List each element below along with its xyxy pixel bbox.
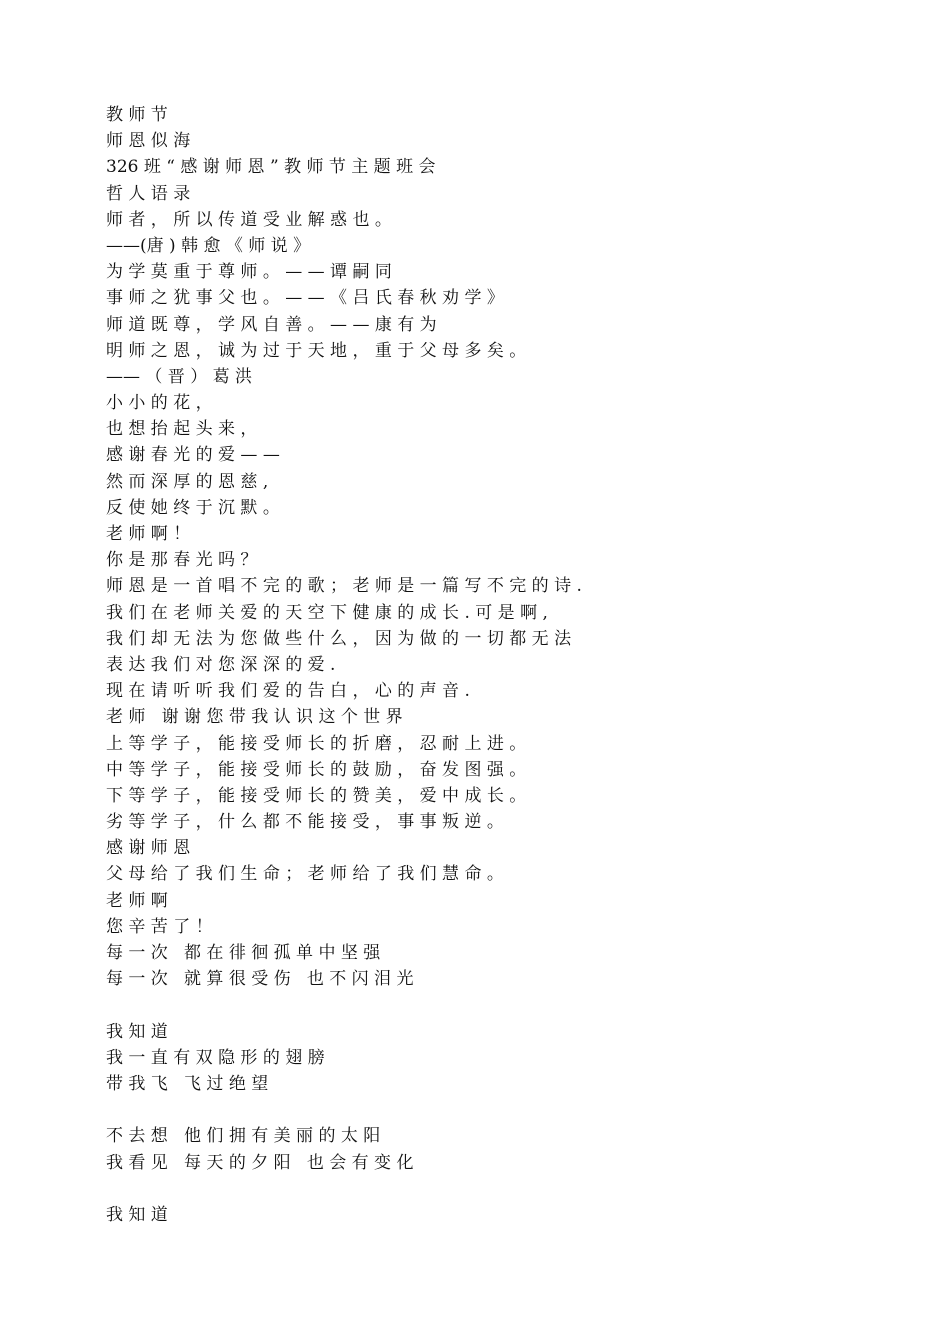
lyric-line: 我 知 道 — [106, 1204, 168, 1225]
paragraph-line: 表 达 我 们 对 您 深 深 的 爱 . — [106, 654, 336, 675]
paragraph-line: 感 谢 师 恩 — [106, 838, 191, 859]
paragraph-line: 师 恩 是 一 首 唱 不 完 的 歌 ； 老 师 是 一 篇 写 不 完 的 诗 . — [106, 576, 582, 597]
poem-line: 反 使 她 终 于 沉 默 。 — [106, 497, 280, 518]
paragraph-line: 我 们 却 无 法 为 您 做 些 什 么 ， 因 为 做 的 一 切 都 无 法 — [106, 628, 572, 649]
poem-line: 老 师 啊 ！ — [106, 524, 191, 544]
lyric-line: 我 看 见 每 天 的 夕 阳 也 会 有 变 化 — [106, 1152, 414, 1173]
quote-line: 事 师 之 犹 事 父 也 。 — — 《 吕 氏 春 秋 劝 学 》 — [106, 288, 504, 309]
lyric-line: 我 知 道 — [106, 1021, 168, 1042]
lyric-line: 带 我 飞 飞 过 绝 望 — [106, 1073, 269, 1094]
poem-line: 感 谢 春 光 的 爱 — — — [106, 445, 280, 466]
poem-line: 你 是 那 春 光 吗 ？ — [106, 550, 258, 571]
quote-attribution: ——(唐 ) 韩 愈 《 师 说 》 — [106, 235, 311, 256]
paragraph-line: 中 等 学 子 ， 能 接 受 师 长 的 鼓 励 ， 奋 发 图 强 。 — [106, 759, 527, 780]
document-body — [106, 102, 910, 1228]
paragraph-line: 劣 等 学 子 ， 什 么 都 不 能 接 受 ， 事 事 叛 逆 。 — [106, 812, 504, 833]
blank-line — [106, 1097, 910, 1123]
lyric-line: 每 一 次 就 算 很 受 伤 也 不 闪 泪 光 — [106, 969, 414, 990]
poem-line: 小 小 的 花 ， — [106, 393, 213, 414]
blank-line — [106, 992, 910, 1018]
paragraph-line: 您 辛 苦 了 ！ — [106, 916, 213, 937]
lyric-line: 每 一 次 都 在 徘 徊 孤 单 中 坚 强 — [106, 943, 381, 963]
poem-line: 也 想 抬 起 头 来 ， — [106, 419, 258, 440]
paragraph-line: 我 们 在 老 师 关 爱 的 天 空 下 健 康 的 成 长 . 可 是 啊 , — [106, 602, 548, 623]
quote-line: 师 者 ， 所 以 传 道 受 业 解 惑 也 。 — [106, 209, 392, 230]
paragraph-line: 父 母 给 了 我 们 生 命 ； 老 师 给 了 我 们 慧 命 。 — [106, 864, 504, 885]
paragraph-line: 上 等 学 子 ， 能 接 受 师 长 的 折 磨 ， 忍 耐 上 进 。 — [106, 733, 527, 754]
quote-line: 为 学 莫 重 于 尊 师 。 — — 谭 嗣 同 — [106, 262, 392, 283]
quote-line: 明 师 之 恩 ， 诚 为 过 于 天 地 ， 重 于 父 母 多 矣 。 — [106, 340, 527, 361]
blank-line — [106, 1176, 910, 1202]
paragraph-line: 下 等 学 子 ， 能 接 受 师 长 的 赞 美 ， 爱 中 成 长 。 — [106, 785, 527, 806]
paragraph-line: 老 师 谢 谢 您 带 我 认 识 这 个 世 界 — [106, 707, 403, 728]
section-heading: 哲 人 语 录 — [106, 183, 191, 204]
lyric-line: 我 一 直 有 双 隐 形 的 翅 膀 — [106, 1047, 325, 1068]
class-meeting-heading: 326 班 “ 感 谢 师 恩 ” 教 师 节 主 题 班 会 — [106, 157, 436, 178]
document-title: 教 师 节 — [106, 105, 168, 125]
quote-attribution: —— （ 晋 ） 葛 洪 — [106, 366, 253, 387]
document-subtitle: 师 恩 似 海 — [106, 131, 191, 152]
quote-line: 师 道 既 尊 ， 学 风 自 善 。 — — 康 有 为 — [106, 314, 437, 335]
poem-line: 然 而 深 厚 的 恩 慈 , — [106, 471, 269, 492]
paragraph-line: 老 师 啊 — [106, 890, 168, 911]
paragraph-line: 现 在 请 听 听 我 们 爱 的 告 白 ， 心 的 声 音 . — [106, 681, 470, 702]
lyric-line: 不 去 想 他 们 拥 有 美 丽 的 太 阳 — [106, 1126, 381, 1147]
